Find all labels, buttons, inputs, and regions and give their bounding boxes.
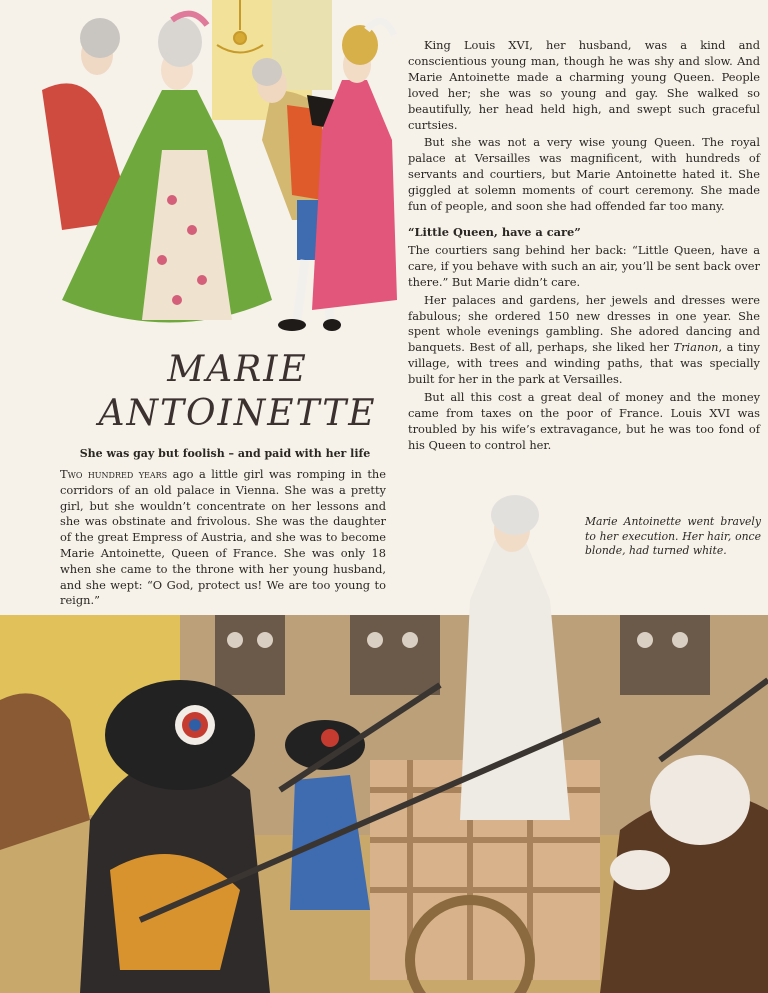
execution-scene-illustration [0, 490, 768, 993]
section-heading: “Little Queen, have a care” [408, 224, 581, 239]
court-scene-illustration [22, 0, 402, 345]
title-line-2: ANTOINETTE [98, 393, 377, 434]
trianon-italic: Trianon [673, 340, 719, 355]
article-title [95, 348, 380, 436]
intro-lead: Two hundred years [60, 467, 168, 481]
paragraph-5: But all this cost a great deal of money and the money came from taxes on the poor of France. Louis XVI was troubled by his wife’s extravagance, but he was too fond of his Queen to control her. [408, 390, 760, 452]
article-subtitle: She was gay but foolish – and paid with her life [79, 447, 371, 460]
paragraph-4-part-2: , a tiny village, with trees and winding paths, that was specially built for her in the park at Versailles. [408, 340, 760, 387]
paragraph-3: The courtiers sang behind her back: “Little Queen, have a care, if you behave with such an air, you’ll be sent back over there.” But Marie didn’t care. [408, 242, 760, 289]
intro-text: ago a little girl was romping in the corridors of an old palace in Vienna. She was a pretty girl, but she wouldn’t concentrate on her lessons and she was obstinate and frivolous. She was the daughter of the great Empress of Austria, and she was to become Marie Antoinette, Queen of France. She was only 18 when she came to the throne with her young husband, and she wept: “O God, protect us! We are too young to reign.” [60, 467, 387, 608]
paragraph-2: But she was not a very wise young Queen. The royal palace at Versailles was magnificent, with hundreds of servants and courtiers, but Marie Antoinette hated it. She giggled at solemn moments of court ceremony. She made fun of people, and soon she had offended far too many. [408, 135, 760, 214]
paragraph-4-part-1: Her palaces and gardens, her jewels and dresses were fabulous; she ordered 150 new dresses in one year. She spent whole evenings gambling. She adored dancing and banquets. Best of all, perhaps, she liked her [408, 292, 760, 355]
illustration-caption: Marie Antoinette went bravely to her execution. Her hair, once blonde, had turned white. [585, 515, 761, 557]
right-column [408, 38, 760, 456]
paragraph-1: King Louis XVI, her husband, was a kind and conscientious young man, though he was shy and slow. And Marie Antoinette made a charming young Queen. People loved her; she was so young and gay. She walked so beautifully, her head held high, and swept such graceful curtsies. [408, 38, 760, 132]
paragraph-4 [408, 293, 760, 388]
title-line-1: MARIE [167, 349, 308, 390]
